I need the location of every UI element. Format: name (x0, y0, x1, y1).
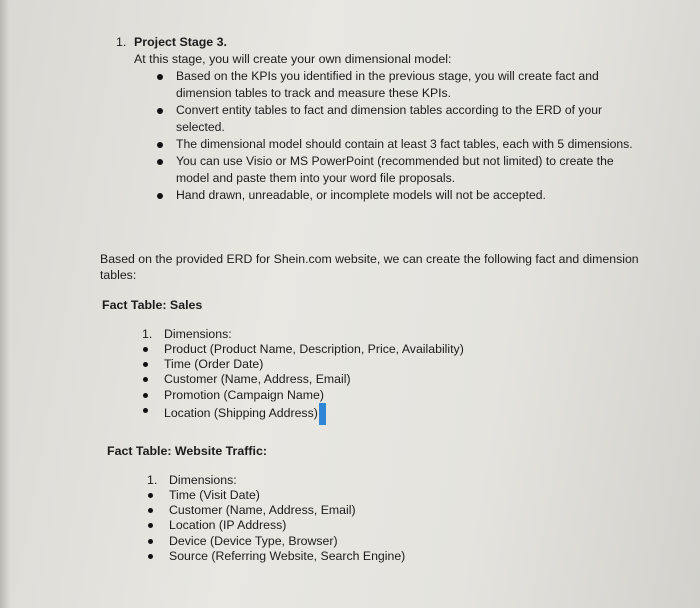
page-edge-shadow (0, 0, 10, 608)
stage-bullet-list (156, 68, 636, 204)
bullet-dot-icon (157, 142, 163, 148)
dimension-item: Time (Visit Date) (147, 488, 627, 503)
bullet-dot-icon (143, 347, 148, 352)
dimension-list (142, 327, 622, 425)
dimension-list (147, 473, 627, 564)
bullet-dot-icon (157, 74, 163, 80)
bullet-dot-icon (157, 193, 163, 199)
fact-table-title: Fact Table: Website Traffic: (107, 444, 267, 458)
dimension-item: Time (Order Date) (142, 357, 622, 372)
project-stage-section (116, 34, 636, 204)
stage-bullet: Hand drawn, unreadable, or incomplete models will not be accepted. (156, 187, 636, 204)
bullet-dot-icon (148, 508, 153, 513)
stage-heading (116, 34, 636, 51)
bullet-dot-icon (143, 362, 148, 367)
dimension-item: Location (Shipping Address) (142, 403, 622, 425)
stage-bullet: Based on the KPIs you identified in the previous stage, you will create fact and dimension tables to track and measure these KPIs. (156, 68, 636, 102)
bullet-dot-icon (148, 493, 153, 498)
dimension-item: Customer (Name, Address, Email) (147, 503, 627, 518)
fact-table-title: Fact Table: Sales (102, 298, 203, 312)
proposal-text: Based on the provided ERD for Shein.com website, we can create the following fact and dimension tables: (100, 252, 639, 282)
dimension-bullets (142, 342, 622, 425)
stage-bullet: Convert entity tables to fact and dimension tables according to the ERD of your selected. (156, 102, 636, 136)
bullet-dot-icon (143, 393, 148, 398)
bullet-dot-icon (143, 377, 148, 382)
stage-number: 1. (116, 35, 127, 49)
dimension-bullets (147, 488, 627, 564)
stage-title: Project Stage 3. (134, 35, 227, 49)
dimension-item: Source (Referring Website, Search Engine) (147, 549, 627, 564)
fact-table-website-traffic (107, 443, 627, 564)
proposal-intro (100, 251, 640, 283)
dimension-heading: 1. Dimensions: (142, 327, 232, 341)
dimension-item: Customer (Name, Address, Email) (142, 372, 622, 387)
text-cursor-highlight (319, 403, 326, 425)
dimension-item: Device (Device Type, Browser) (147, 534, 627, 549)
fact-table-sales (102, 297, 622, 425)
stage-bullet: The dimensional model should contain at least 3 fact tables, each with 5 dimensions. (156, 136, 636, 153)
bullet-dot-icon (148, 523, 153, 528)
bullet-dot-icon (143, 408, 148, 413)
stage-intro: At this stage, you will create your own dimensional model: (134, 52, 452, 66)
dimension-heading: 1. Dimensions: (147, 473, 237, 487)
bullet-dot-icon (148, 539, 153, 544)
bullet-dot-icon (157, 159, 163, 165)
stage-bullet: You can use Visio or MS PowerPoint (recommended but not limited) to create the model and paste them into your word file proposals. (156, 153, 636, 187)
bullet-dot-icon (157, 108, 163, 114)
dimension-item: Promotion (Campaign Name) (142, 388, 622, 403)
bullet-dot-icon (148, 554, 153, 559)
dimension-item: Product (Product Name, Description, Price, Availability) (142, 342, 622, 357)
dimension-item: Location (IP Address) (147, 518, 627, 533)
